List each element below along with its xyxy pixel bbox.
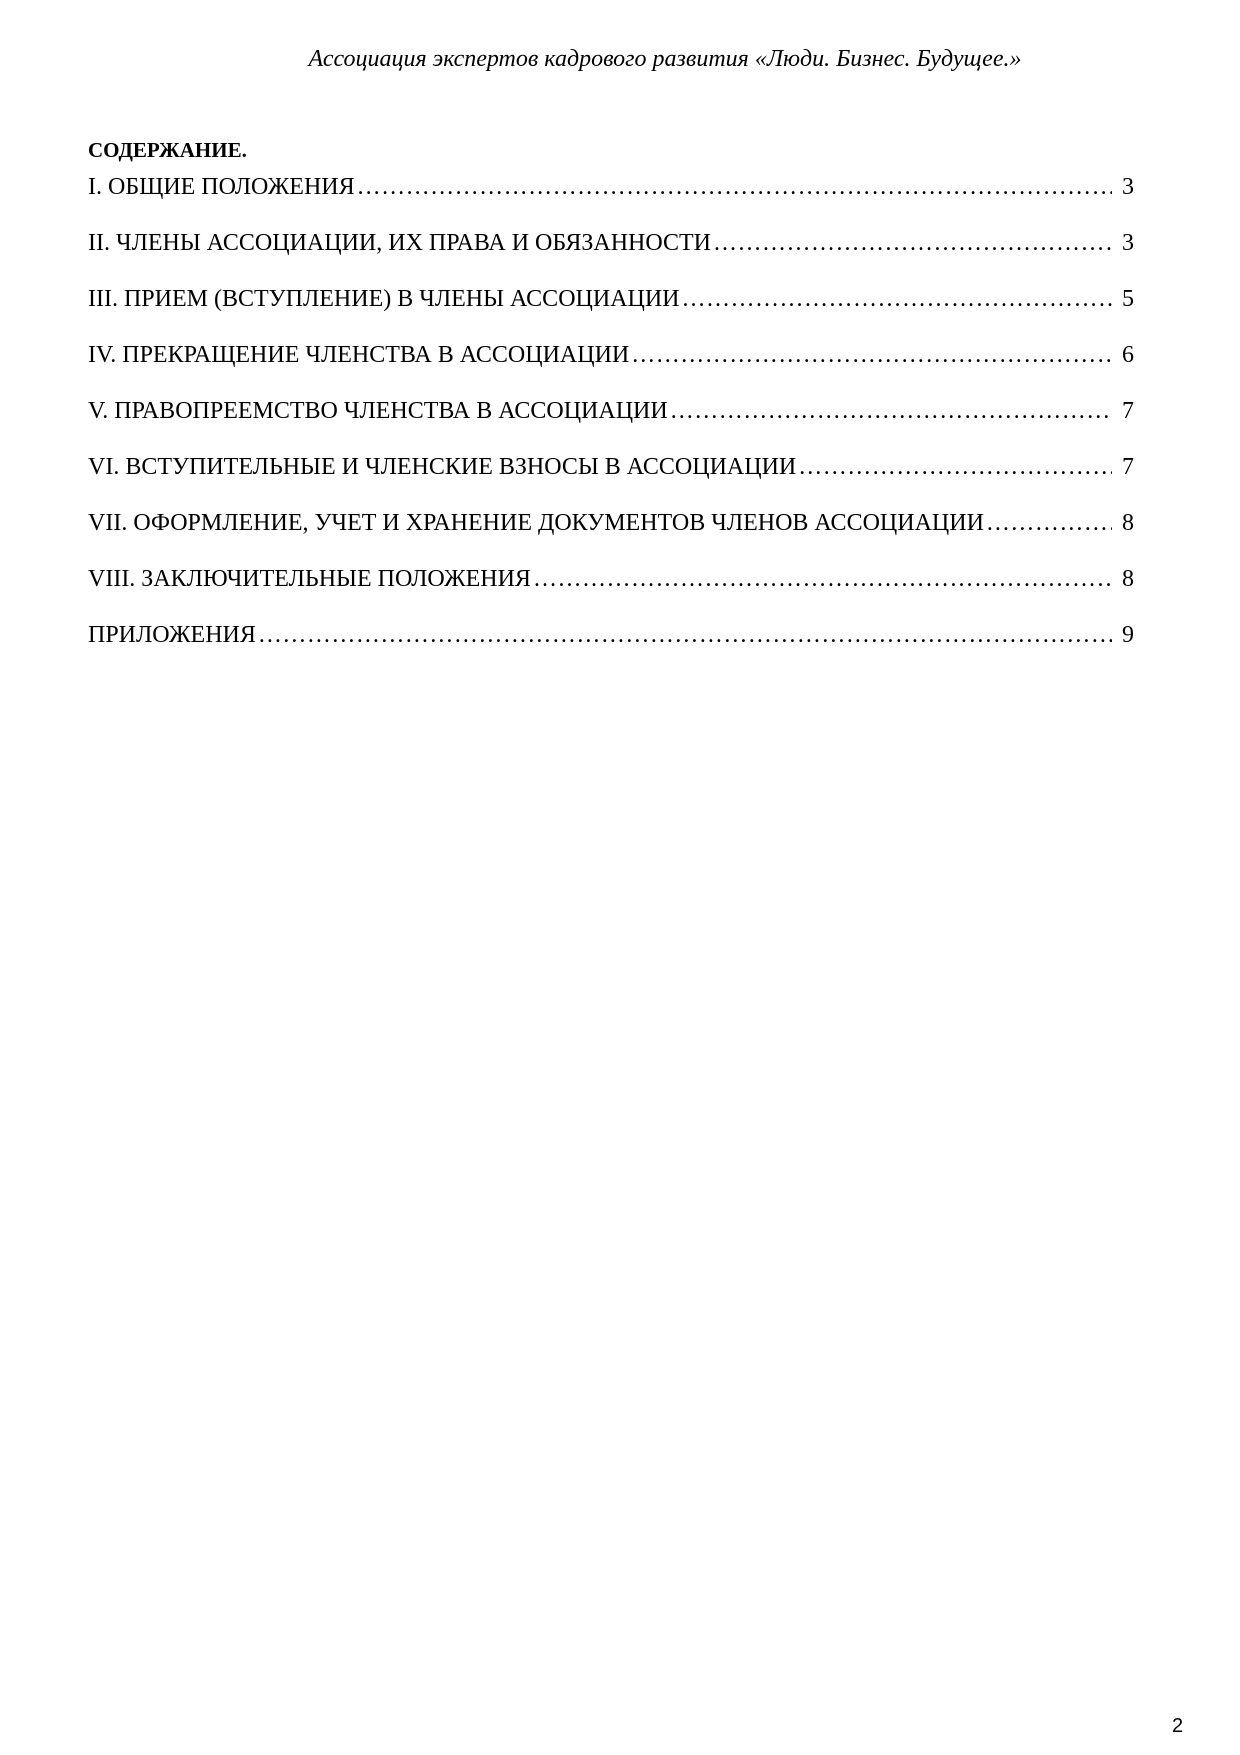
toc-item-members-rights[interactable]	[88, 228, 1134, 284]
toc-leader-dots	[670, 396, 1112, 426]
toc-item-fees[interactable]	[88, 452, 1134, 508]
toc-leader-dots	[631, 340, 1112, 370]
toc-leader-dots	[986, 508, 1112, 538]
toc-item-label: VII. ОФОРМЛЕНИЕ, УЧЕТ И ХРАНЕНИЕ ДОКУМЕНТОВ ЧЛЕНОВ АССОЦИАЦИИ	[88, 510, 984, 536]
toc-item-general-provisions[interactable]	[88, 172, 1134, 228]
toc-item-label: VIII. ЗАКЛЮЧИТЕЛЬНЫЕ ПОЛОЖЕНИЯ	[88, 566, 531, 592]
toc-item-termination[interactable]	[88, 340, 1134, 396]
toc-item-appendices[interactable]	[88, 620, 1134, 676]
toc-item-label: I. ОБЩИЕ ПОЛОЖЕНИЯ	[88, 174, 355, 200]
organization-name: Ассоциация экспертов кадрового развития «Люди. Бизнес. Будущее.»	[308, 46, 1022, 72]
toc-leader-dots	[357, 172, 1112, 202]
toc-leader-dots	[713, 228, 1112, 258]
toc-item-admission[interactable]	[88, 284, 1134, 340]
toc-item-label: III. ПРИЕМ (ВСТУПЛЕНИЕ) В ЧЛЕНЫ АССОЦИАЦИИ	[88, 286, 680, 312]
toc-item-label: V. ПРАВОПРЕЕМСТВО ЧЛЕНСТВА В АССОЦИАЦИИ	[88, 398, 668, 424]
toc-item-label: ПРИЛОЖЕНИЯ	[88, 622, 256, 648]
toc-item-label: IV. ПРЕКРАЩЕНИЕ ЧЛЕНСТВА В АССОЦИАЦИИ	[88, 342, 630, 368]
toc-item-label: VI. ВСТУПИТЕЛЬНЫЕ И ЧЛЕНСКИЕ ВЗНОСЫ В АССОЦИАЦИИ	[88, 454, 797, 480]
table-of-contents	[88, 172, 1134, 676]
toc-item-page: 8	[1122, 566, 1134, 592]
page-number: 2	[1172, 1715, 1184, 1737]
toc-item-page: 3	[1122, 174, 1134, 200]
toc-title: СОДЕРЖАНИЕ.	[88, 138, 247, 162]
toc-item-page: 6	[1122, 342, 1134, 368]
toc-leader-dots	[798, 452, 1112, 482]
toc-item-succession[interactable]	[88, 396, 1134, 452]
toc-leader-dots	[682, 284, 1112, 314]
toc-item-page: 5	[1122, 286, 1134, 312]
toc-item-documents[interactable]	[88, 508, 1134, 564]
document-header	[0, 44, 1240, 74]
toc-item-final-provisions[interactable]	[88, 564, 1134, 620]
toc-item-page: 7	[1122, 398, 1134, 424]
toc-item-page: 9	[1122, 622, 1134, 648]
toc-leader-dots	[533, 564, 1112, 594]
toc-item-page: 7	[1122, 454, 1134, 480]
toc-leader-dots	[258, 620, 1112, 650]
toc-item-page: 8	[1122, 510, 1134, 536]
toc-item-label: II. ЧЛЕНЫ АССОЦИАЦИИ, ИХ ПРАВА И ОБЯЗАННОСТИ	[88, 230, 711, 256]
toc-item-page: 3	[1122, 230, 1134, 256]
